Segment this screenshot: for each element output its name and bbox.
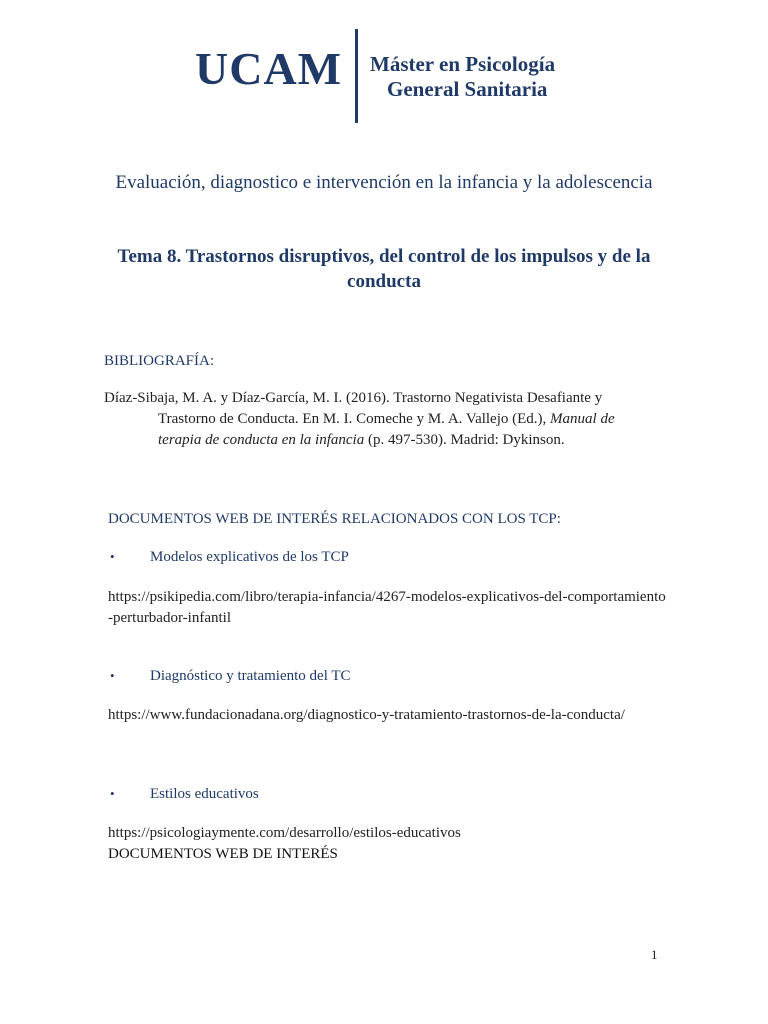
link-psikipedia[interactable]: https://psikipedia.com/libro/terapia-infancia/4267-modelos-explicativos-del-comportamiento-perturbador-infantil bbox=[108, 589, 666, 626]
trailing-text: DOCUMENTOS WEB DE INTERÉS bbox=[108, 846, 338, 862]
list-item-label: Modelos explicativos de los TCP bbox=[150, 549, 349, 565]
bibliography-heading: BIBLIOGRAFÍA: bbox=[104, 353, 215, 369]
bullet-icon: • bbox=[110, 668, 115, 683]
bibliography-entry-line2: Trastorno de Conducta. En M. I. Comeche y M. A. Vallejo (Ed.), Manual de bbox=[158, 411, 615, 427]
page-number: 1 bbox=[651, 947, 658, 962]
list-item bbox=[110, 784, 259, 804]
bibliography-entry-line1: Díaz-Sibaja, M. A. y Díaz-García, M. I. (2016). Trastorno Negativista Desafiante y bbox=[104, 390, 603, 406]
web-docs-heading: DOCUMENTOS WEB DE INTERÉS RELACIONADOS CON LOS TCP: bbox=[108, 511, 561, 527]
list-item-label: Diagnóstico y tratamiento del TC bbox=[150, 668, 351, 684]
bibliography-entry-line3: terapia de conducta en la infancia (p. 497-530). Madrid: Dykinson. bbox=[158, 432, 565, 448]
link-fundacionadana[interactable]: https://www.fundacionadana.org/diagnostico-y-tratamiento-trastornos-de-la-conducta/ bbox=[108, 707, 625, 723]
bullet-icon: • bbox=[110, 549, 115, 564]
topic-title: Tema 8. Trastornos disruptivos, del control de los impulsos y de la conducta bbox=[117, 246, 651, 292]
logo-program-line2: General Sanitaria bbox=[387, 77, 548, 101]
bullet-icon: • bbox=[110, 786, 115, 801]
list-item bbox=[110, 666, 351, 686]
course-title: Evaluación, diagnostico e intervención en la infancia y la adolescencia bbox=[115, 172, 653, 193]
logo-divider bbox=[355, 29, 358, 123]
ucam-logo-text: UCAM bbox=[195, 43, 343, 94]
bibliography-entry bbox=[104, 388, 669, 451]
logo-program-line1: Máster en Psicología bbox=[370, 52, 556, 76]
link-psicologiaymente[interactable]: https://psicologiaymente.com/desarrollo/estilos-educativos bbox=[108, 825, 461, 841]
list-item bbox=[110, 547, 349, 567]
list-item-label: Estilos educativos bbox=[150, 786, 259, 802]
